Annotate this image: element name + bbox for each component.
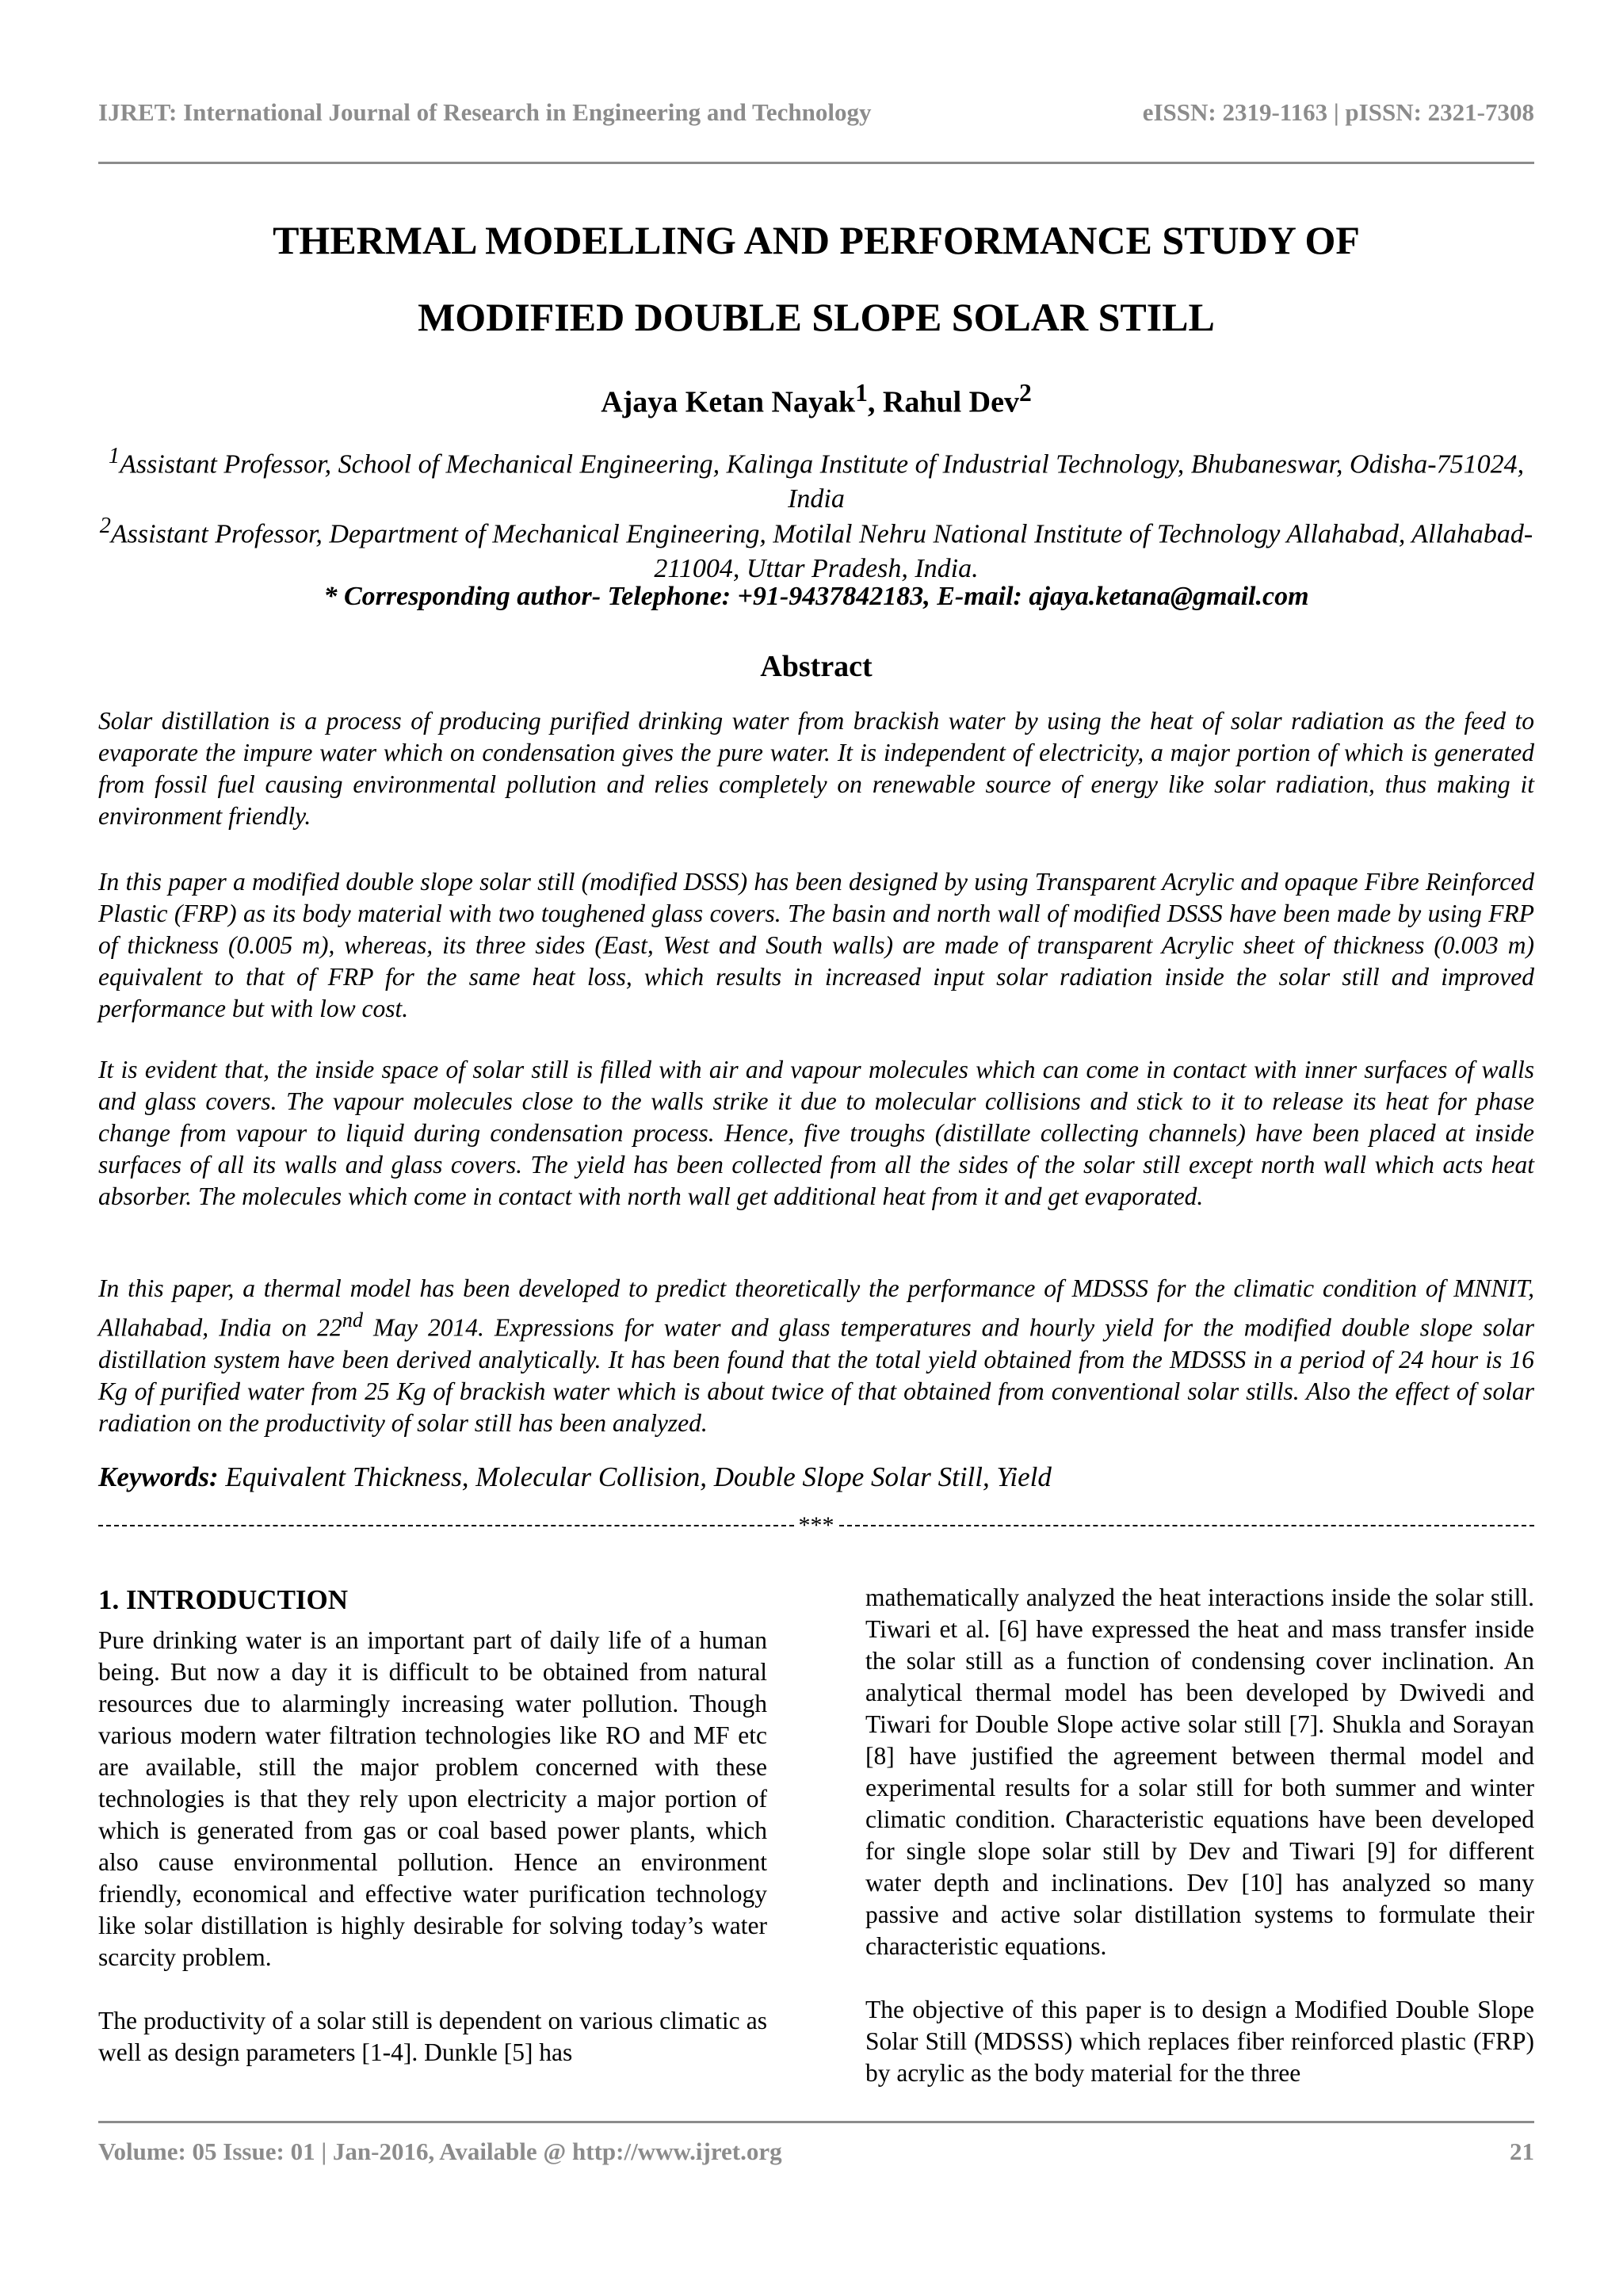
author-affil-marker-1: 1 xyxy=(855,379,868,407)
author-affil-marker-2: 2 xyxy=(1018,379,1032,407)
affiliation-marker-1: 1 xyxy=(108,444,120,468)
author-name-2: Rahul Dev xyxy=(882,385,1019,419)
footer-volume-info: Volume: 05 Issue: 01 | Jan-2016, Available @ http://www.ijret.org xyxy=(98,2137,782,2165)
page-footer xyxy=(98,2137,1534,2166)
body-column-left xyxy=(98,1582,767,2100)
abstract-heading: Abstract xyxy=(760,650,873,683)
intro-paragraph-1: Pure drinking water is an important part of daily life of a human being. But now a day it is difficult to be obtained from natural resources due to alarmingly increasing water pollution. Though various modern water filtration technologies like RO and MF etc are available, still the major problem concerned with these technologies is that they rely upon electricity a major portion of which is generated from gas or coal based power plants, which also cause environmental pollution. Hence an environment friendly, economical and effective water purification technology like solar distillation is highly desirable for solving today’s water scarcity problem. xyxy=(98,1626,767,1971)
affiliation-text-2: Assistant Professor, Department of Mechanical Engineering, Motilal Nehru National Institute of Technology Allahabad, Allahabad-211004, Uttar Pradesh, India. xyxy=(110,519,1533,584)
title-line-1: THERMAL MODELLING AND PERFORMANCE STUDY OF xyxy=(273,218,1360,262)
issn-numbers: eISSN: 2319-1163 | pISSN: 2321-7308 xyxy=(1142,98,1534,126)
abstract-paragraph-2: In this paper a modified double slope solar still (modified DSSS) has been designed by using Transparent Acrylic and opaque Fibre Reinforced Plastic (FRP) as its body material with two toughened glass covers. The basin and north wall of modified DSSS have been made by using FRP of thickness (0.005 m), whereas, its three sides (East, West and South walls) are made of transparent Acrylic sheet of thickness (0.003 m) equivalent to that of FRP for the same heat loss, which results in increased input solar radiation inside the solar still and improved performance but with low cost. xyxy=(98,868,1534,1022)
divider-dash-right xyxy=(839,1525,1535,1526)
introduction-heading: 1. INTRODUCTION xyxy=(98,1584,349,1615)
divider-dash-left xyxy=(98,1525,794,1526)
header-rule xyxy=(98,162,1534,164)
keywords-label: Keywords: xyxy=(98,1461,219,1492)
abstract-p4-part-b: May 2014. Expressions for water and glass temperatures and hourly yield for the modified double slope solar distillation system have been derived analytically. It has been found that the total yield obtained from the MDSSS in a period of 24 hour is 16 Kg of purified water from 25 Kg of brackish water which is about twice of that obtained from conventional solar stills. Also the effect of solar radiation on the productivity of solar still has been analyzed. xyxy=(98,1313,1534,1437)
intro-paragraph-3: mathematically analyzed the heat interactions inside the solar still. Tiwari et al. [6] have expressed the heat and mass transfer inside the solar still as a function of condensing cover inclination. An analytical thermal model has been developed by Dwivedi and Tiwari for Double Slope active solar still [7]. Shukla and Sorayan [8] have justified the agreement between thermal model and experimental results for a solar still for both summer and winter climatic condition. Characteristic equations have been developed for single slope solar still by Dev and Tiwari [9] for different water depth and inclinations. Dev [10] has analyzed so many passive and active solar distillation systems to formulate their characteristic equations. xyxy=(865,1584,1534,1960)
author-name-1: Ajaya Ketan Nayak xyxy=(601,385,856,419)
keywords-line xyxy=(98,1461,1534,1493)
divider-stars: *** xyxy=(798,1512,834,1538)
affiliation-2 xyxy=(98,509,1534,586)
corresponding-author: * Corresponding author- Telephone: +91-9437842183, E-mail: ajaya.ketana@gmail.com xyxy=(323,582,1309,611)
page-number: 21 xyxy=(1510,2137,1534,2165)
author-list xyxy=(98,379,1534,420)
keywords-text: Equivalent Thickness, Molecular Collision, Double Slope Solar Still, Yield xyxy=(218,1461,1052,1492)
title-line-2: MODIFIED DOUBLE SLOPE SOLAR STILL xyxy=(418,295,1215,339)
ordinal-suffix: nd xyxy=(342,1308,363,1331)
intro-paragraph-2: The productivity of a solar still is dependent on various climatic as well as design parameters [1-4]. Dunkle [5] has xyxy=(98,2007,767,2066)
affiliation-marker-2: 2 xyxy=(99,514,111,538)
section-divider xyxy=(98,1512,1534,1539)
abstract-paragraph-1: Solar distillation is a process of producing purified drinking water from brackish water by using the heat of solar radiation as the feed to evaporate the impure water which on condensation gives the pure water. It is independent of electricity, a major portion of which is generated from fossil fuel causing environmental pollution and relies completely on renewable source of energy like solar radiation, thus making it environment friendly. xyxy=(98,707,1534,830)
abstract-paragraph-3: It is evident that, the inside space of solar still is filled with air and vapour molecules which can come in contact with inner surfaces of walls and glass covers. The vapour molecules close to the walls strike it due to molecular collisions and stick to it to release its heat for phase change from vapour to liquid during condensation process. Hence, five troughs (distillate collecting channels) have been placed at inside surfaces of all its walls and glass covers. The yield has been collected from all the sides of the solar still except north wall which acts heat absorber. The molecules which come in contact with north wall get additional heat from it and get evaporated. xyxy=(98,1056,1534,1210)
intro-paragraph-4: The objective of this paper is to design a Modified Double Slope Solar Still (MDSSS) which replaces fiber reinforced plastic (FRP) by acrylic as the body material for the three xyxy=(865,1996,1534,2087)
abstract-p4-part-a: In this paper, a thermal model has been developed to predict theoretically the performance of MDSSS for the climatic condition of MNNIT, Allahabad, India on 22 xyxy=(98,1274,1534,1342)
paper-title xyxy=(98,202,1534,356)
author-separator: , xyxy=(867,385,883,419)
journal-name: IJRET: International Journal of Research in Engineering and Technology xyxy=(98,98,872,126)
body-column-right xyxy=(865,1582,1534,2121)
running-header xyxy=(98,98,1534,127)
affiliation-text-1: Assistant Professor, School of Mechanical Engineering, Kalinga Institute of Industrial Technology, Bhubaneswar, Odisha-751024, India xyxy=(120,449,1525,514)
footer-rule xyxy=(98,2121,1534,2123)
abstract-paragraph-4 xyxy=(98,1273,1534,1439)
affiliation-1 xyxy=(98,439,1534,517)
